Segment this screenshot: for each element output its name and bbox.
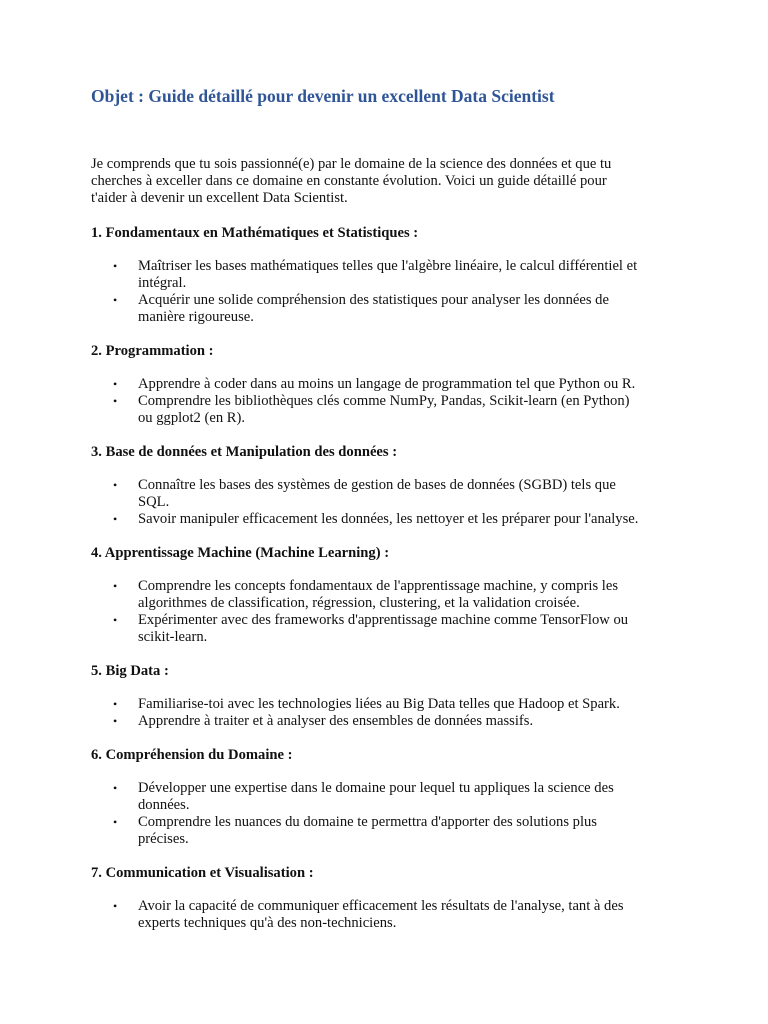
- item-line: scikit-learn.: [138, 629, 208, 645]
- bullet-icon: •: [113, 478, 118, 492]
- item-line: précises.: [138, 831, 189, 847]
- section-programmation: [91, 343, 691, 427]
- section-heading: 1. Fondamentaux en Mathématiques et Statistiques :: [91, 225, 419, 241]
- item-line: Développer une expertise dans le domaine pour lequel tu appliques la science des: [138, 780, 614, 796]
- list-item: [91, 258, 691, 292]
- item-line: SQL.: [138, 494, 170, 510]
- bullet-list: [91, 578, 691, 646]
- section-communication-visualisation: [91, 865, 691, 932]
- bullet-icon: •: [113, 377, 118, 391]
- bullet-list: [91, 898, 691, 932]
- item-line: ou ggplot2 (en R).: [138, 410, 246, 426]
- section-comprehension-domaine: [91, 747, 691, 848]
- section-mathematiques: [91, 225, 691, 326]
- bullet-icon: •: [113, 815, 118, 829]
- bullet-icon: •: [113, 579, 118, 593]
- bullet-list: [91, 258, 691, 326]
- item-line: Familiarise-toi avec les technologies liées au Big Data telles que Hadoop et Spark.: [138, 696, 620, 712]
- list-item: [91, 713, 691, 730]
- bullet-list: [91, 376, 691, 427]
- bullet-icon: •: [113, 697, 118, 711]
- bullet-icon: •: [113, 259, 118, 273]
- section-heading: 6. Compréhension du Domaine :: [91, 747, 293, 763]
- section-heading: 7. Communication et Visualisation :: [91, 865, 314, 881]
- item-line: Comprendre les bibliothèques clés comme NumPy, Pandas, Scikit-learn (en Python): [138, 393, 630, 409]
- list-item: [91, 511, 691, 528]
- bullet-list: [91, 696, 691, 730]
- bullet-icon: •: [113, 781, 118, 795]
- list-item: [91, 376, 691, 393]
- bullet-list: [91, 477, 691, 528]
- item-line: intégral.: [138, 275, 187, 291]
- item-line: Acquérir une solide compréhension des statistiques pour analyser les données de: [138, 292, 609, 308]
- bullet-icon: •: [113, 293, 118, 307]
- bullet-icon: •: [113, 512, 118, 526]
- item-line: Expérimenter avec des frameworks d'apprentissage machine comme TensorFlow ou: [138, 612, 629, 628]
- item-line: Apprendre à coder dans au moins un langage de programmation tel que Python ou R.: [138, 376, 636, 392]
- list-item: [91, 292, 691, 326]
- item-line: experts techniques qu'à des non-techniciens.: [138, 915, 397, 931]
- list-item: [91, 696, 691, 713]
- bullet-icon: •: [113, 899, 118, 913]
- list-item: [91, 393, 691, 427]
- item-line: Comprendre les nuances du domaine te permettra d'apporter des solutions plus: [138, 814, 597, 830]
- section-heading: 4. Apprentissage Machine (Machine Learning) :: [91, 545, 390, 561]
- intro-paragraph: [91, 156, 681, 207]
- item-line: Avoir la capacité de communiquer efficacement les résultats de l'analyse, tant à des: [138, 898, 624, 914]
- intro-line: Je comprends que tu sois passionné(e) par le domaine de la science des données et que tu: [91, 156, 612, 172]
- section-big-data: [91, 663, 691, 730]
- document-title: Objet : Guide détaillé pour devenir un excellent Data Scientist: [91, 86, 555, 106]
- item-line: Connaître les bases des systèmes de gestion de bases de données (SGBD) tels que: [138, 477, 616, 493]
- item-line: Comprendre les concepts fondamentaux de l'apprentissage machine, y compris les: [138, 578, 619, 594]
- section-apprentissage-machine: [91, 545, 691, 646]
- section-heading: 3. Base de données et Manipulation des données :: [91, 444, 398, 460]
- item-line: Savoir manipuler efficacement les données, les nettoyer et les préparer pour l'analyse.: [138, 511, 639, 527]
- intro-line: t'aider à devenir un excellent Data Scientist.: [91, 190, 348, 206]
- list-item: [91, 814, 691, 848]
- intro-line: cherches à exceller dans ce domaine en constante évolution. Voici un guide détaillé pour: [91, 173, 607, 189]
- item-line: manière rigoureuse.: [138, 309, 254, 325]
- section-heading: 2. Programmation :: [91, 343, 214, 359]
- item-line: Maîtriser les bases mathématiques telles que l'algèbre linéaire, le calcul différentiel et: [138, 258, 638, 274]
- bullet-icon: •: [113, 714, 118, 728]
- list-item: [91, 898, 691, 932]
- item-line: données.: [138, 797, 190, 813]
- list-item: [91, 612, 691, 646]
- list-item: [91, 578, 691, 612]
- bullet-icon: •: [113, 394, 118, 408]
- item-line: algorithmes de classification, régression, clustering, et la validation croisée.: [138, 595, 580, 611]
- item-line: Apprendre à traiter et à analyser des ensembles de données massifs.: [138, 713, 534, 729]
- list-item: [91, 477, 691, 511]
- list-item: [91, 780, 691, 814]
- section-heading: 5. Big Data :: [91, 663, 169, 679]
- section-base-de-donnees: [91, 444, 691, 528]
- bullet-icon: •: [113, 613, 118, 627]
- bullet-list: [91, 780, 691, 848]
